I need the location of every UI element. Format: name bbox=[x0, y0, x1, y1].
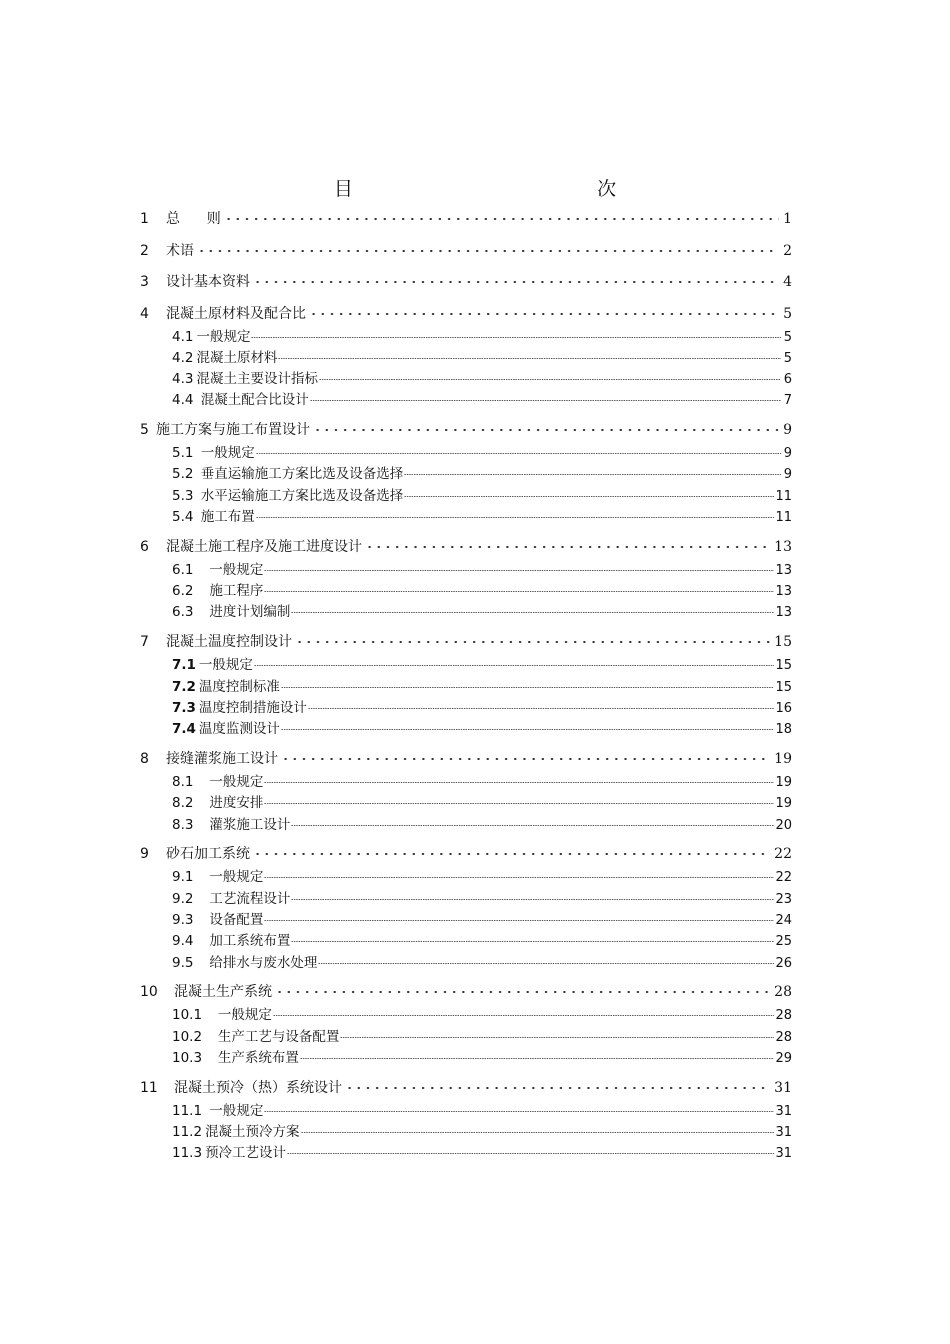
section-title: 一般规定 bbox=[198, 657, 253, 674]
dot-leader bbox=[404, 496, 774, 497]
section-title: 一般规定 bbox=[196, 561, 264, 578]
section-title: 进度安排 bbox=[196, 795, 264, 812]
dot-leader bbox=[301, 1132, 775, 1133]
section-page-number: 7 bbox=[783, 393, 792, 409]
section-page-number: 9 bbox=[783, 467, 792, 483]
section-number: 4.4 bbox=[172, 392, 194, 409]
chapter-number: 3 bbox=[140, 274, 149, 290]
chapter-number: 8 bbox=[140, 750, 149, 767]
toc-section-7.3[interactable] bbox=[140, 698, 792, 719]
toc-chapter-6[interactable] bbox=[140, 535, 792, 560]
dot-leader bbox=[281, 729, 775, 730]
toc-section-6.3[interactable] bbox=[140, 602, 792, 623]
chapter-page-number: 1 bbox=[783, 211, 792, 227]
section-page-number: 6 bbox=[783, 372, 792, 388]
section-number: 9.5 bbox=[172, 954, 194, 971]
toc-chapter-4[interactable] bbox=[140, 302, 792, 327]
section-number: 4.2 bbox=[172, 349, 194, 366]
section-title: 一般规定 bbox=[205, 1007, 272, 1024]
dot-leader bbox=[253, 281, 779, 283]
section-title: 温度控制措施设计 bbox=[198, 699, 307, 716]
section-title: 一般规定 bbox=[196, 445, 255, 462]
chapter-page-number: 22 bbox=[774, 846, 792, 863]
toc-section-7.2[interactable] bbox=[140, 677, 792, 698]
dot-leader bbox=[264, 782, 774, 783]
section-page-number: 25 bbox=[775, 934, 792, 950]
toc-section-9.1[interactable] bbox=[140, 867, 792, 888]
chapter-number: 6 bbox=[140, 538, 149, 555]
toc-section-4.2[interactable] bbox=[140, 348, 792, 369]
dot-leader bbox=[287, 1153, 774, 1154]
section-number: 9.2 bbox=[172, 890, 194, 907]
toc-section-11.2[interactable] bbox=[140, 1122, 792, 1143]
section-number: 8.1 bbox=[172, 773, 194, 790]
toc-section-9.3[interactable] bbox=[140, 910, 792, 931]
chapter-title: 混凝土温度控制设计 bbox=[166, 634, 292, 651]
chapter-title: 术语 bbox=[166, 242, 194, 259]
toc-chapter-5[interactable] bbox=[140, 418, 792, 443]
section-number: 10.3 bbox=[172, 1049, 203, 1066]
section-title: 温度监测设计 bbox=[198, 721, 280, 738]
section-number: 10.1 bbox=[172, 1007, 203, 1024]
section-page-number: 20 bbox=[775, 817, 792, 833]
section-number: 9.4 bbox=[172, 933, 194, 950]
section-page-number: 24 bbox=[775, 912, 792, 928]
toc-section-5.3[interactable] bbox=[140, 486, 792, 507]
toc-section-8.1[interactable] bbox=[140, 772, 792, 793]
section-page-number: 22 bbox=[775, 870, 792, 886]
section-title: 进度计划编制 bbox=[196, 604, 291, 621]
chapter-number: 2 bbox=[140, 242, 149, 259]
dot-leader bbox=[313, 429, 779, 431]
toc-section-4.3[interactable] bbox=[140, 369, 792, 390]
section-title: 一般规定 bbox=[196, 869, 264, 886]
dot-leader bbox=[273, 1015, 775, 1016]
chapter-title: 砂石加工系统 bbox=[166, 846, 250, 863]
chapter-page-number: 28 bbox=[774, 984, 792, 1001]
toc-section-10.1[interactable] bbox=[140, 1005, 792, 1026]
chapter-title: 接缝灌浆施工设计 bbox=[166, 750, 278, 767]
chapter-title: 混凝土原材料及配合比 bbox=[166, 305, 306, 322]
section-title: 工艺流程设计 bbox=[196, 890, 291, 907]
section-title: 一般规定 bbox=[205, 1102, 264, 1119]
toc-chapter-1[interactable] bbox=[140, 207, 792, 232]
chapter-number: 10 bbox=[140, 984, 158, 1001]
section-number: 4.3 bbox=[172, 371, 194, 388]
chapter-title: 混凝土生产系统 bbox=[174, 984, 272, 1001]
toc-chapter-11[interactable] bbox=[140, 1076, 792, 1101]
dot-leader bbox=[256, 453, 781, 454]
section-page-number: 31 bbox=[775, 1103, 792, 1119]
dot-leader bbox=[256, 517, 775, 518]
section-number: 11.2 bbox=[172, 1124, 203, 1141]
section-page-number: 5 bbox=[783, 329, 792, 345]
chapter-number: 1 bbox=[140, 211, 149, 227]
chapter-number: 5 bbox=[140, 422, 149, 439]
dot-leader bbox=[264, 1111, 774, 1112]
section-number: 5.1 bbox=[172, 445, 194, 462]
dot-leader bbox=[309, 313, 779, 315]
section-page-number: 13 bbox=[775, 605, 792, 621]
section-page-number: 28 bbox=[775, 1008, 792, 1024]
page-title: 目 次 bbox=[333, 178, 661, 200]
section-number: 9.1 bbox=[172, 869, 194, 886]
section-number: 6.2 bbox=[172, 583, 194, 600]
section-title: 设备配置 bbox=[196, 911, 264, 928]
section-number: 6.1 bbox=[172, 561, 194, 578]
section-number: 10.2 bbox=[172, 1028, 203, 1045]
chapter-title: 施工方案与施工布置设计 bbox=[156, 422, 310, 439]
dot-leader bbox=[365, 546, 771, 548]
section-title: 一般规定 bbox=[196, 773, 264, 790]
section-title: 生产工艺与设备配置 bbox=[205, 1028, 340, 1045]
section-number: 4.1 bbox=[172, 328, 194, 345]
dot-leader bbox=[291, 899, 774, 900]
section-title: 混凝土配合比设计 bbox=[196, 392, 309, 409]
chapter-title: 混凝土预冷（热）系统设计 bbox=[174, 1079, 342, 1096]
section-page-number: 13 bbox=[775, 584, 792, 600]
dot-leader bbox=[197, 250, 779, 252]
dot-leader bbox=[300, 1058, 775, 1059]
section-title: 生产系统布置 bbox=[205, 1049, 299, 1066]
toc-section-6.2[interactable] bbox=[140, 581, 792, 602]
section-number: 7.2 bbox=[172, 678, 196, 695]
toc-section-9.5[interactable] bbox=[140, 953, 792, 974]
section-page-number: 5 bbox=[783, 350, 792, 366]
chapter-page-number: 4 bbox=[783, 274, 792, 290]
toc-section-4.4[interactable] bbox=[140, 390, 792, 411]
toc-section-9.2[interactable] bbox=[140, 889, 792, 910]
dot-leader bbox=[404, 474, 781, 475]
dot-leader bbox=[264, 920, 774, 921]
section-number: 7.4 bbox=[172, 721, 196, 738]
toc-section-11.3[interactable] bbox=[140, 1143, 792, 1164]
section-number: 7.3 bbox=[172, 699, 196, 716]
section-page-number: 19 bbox=[775, 774, 792, 790]
dot-leader bbox=[253, 853, 771, 855]
section-title: 施工布置 bbox=[196, 509, 255, 526]
toc-chapter-3[interactable] bbox=[140, 270, 792, 295]
section-number: 8.3 bbox=[172, 816, 194, 833]
section-title: 一般规定 bbox=[196, 328, 251, 345]
section-title: 混凝土原材料 bbox=[196, 349, 278, 366]
dot-leader bbox=[224, 218, 779, 220]
toc-chapter-8[interactable] bbox=[140, 747, 792, 772]
section-title: 混凝土主要设计指标 bbox=[196, 371, 318, 388]
section-title: 混凝土预冷方案 bbox=[205, 1124, 300, 1141]
section-title: 水平运输施工方案比选及设备选择 bbox=[196, 487, 404, 504]
section-title: 给排水与废水处理 bbox=[196, 954, 318, 971]
section-number: 11.3 bbox=[172, 1145, 203, 1162]
section-page-number: 11 bbox=[775, 510, 792, 526]
toc-chapter-10[interactable] bbox=[140, 980, 792, 1005]
section-page-number: 31 bbox=[775, 1146, 792, 1162]
dot-leader bbox=[251, 337, 781, 338]
section-title: 灌浆施工设计 bbox=[196, 816, 291, 833]
dot-leader bbox=[275, 991, 771, 993]
dot-leader bbox=[295, 641, 771, 643]
section-number: 8.2 bbox=[172, 795, 194, 812]
toc-chapter-9[interactable] bbox=[140, 842, 792, 867]
section-title: 垂直运输施工方案比选及设备选择 bbox=[196, 466, 404, 483]
section-number: 5.2 bbox=[172, 466, 194, 483]
section-number: 5.4 bbox=[172, 509, 194, 526]
toc-section-10.3[interactable] bbox=[140, 1048, 792, 1069]
section-page-number: 11 bbox=[775, 488, 792, 504]
dot-leader bbox=[281, 758, 771, 760]
section-number: 6.3 bbox=[172, 604, 194, 621]
toc-section-7.1[interactable] bbox=[140, 655, 792, 676]
chapter-title: 总 则 bbox=[166, 211, 221, 227]
dot-leader bbox=[264, 877, 774, 878]
section-page-number: 18 bbox=[775, 722, 792, 738]
section-page-number: 28 bbox=[775, 1029, 792, 1045]
section-page-number: 26 bbox=[775, 955, 792, 971]
toc-section-5.1[interactable] bbox=[140, 443, 792, 464]
section-page-number: 29 bbox=[775, 1050, 792, 1066]
chapter-page-number: 2 bbox=[783, 242, 792, 259]
chapter-number: 4 bbox=[140, 305, 149, 322]
toc-section-6.1[interactable] bbox=[140, 560, 792, 581]
section-title: 加工系统布置 bbox=[196, 933, 291, 950]
table-of-contents bbox=[140, 207, 792, 1165]
toc-section-8.3[interactable] bbox=[140, 815, 792, 836]
section-page-number: 19 bbox=[775, 796, 792, 812]
section-title: 温度控制标准 bbox=[198, 678, 280, 695]
dot-leader bbox=[254, 665, 775, 666]
dot-leader bbox=[340, 1037, 774, 1038]
dot-leader bbox=[291, 612, 774, 613]
chapter-page-number: 9 bbox=[783, 422, 792, 439]
chapter-title: 混凝土施工程序及施工进度设计 bbox=[166, 538, 362, 555]
section-title: 预冷工艺设计 bbox=[205, 1145, 287, 1162]
toc-section-11.1[interactable] bbox=[140, 1101, 792, 1122]
toc-chapter-7[interactable] bbox=[140, 630, 792, 655]
toc-section-8.2[interactable] bbox=[140, 793, 792, 814]
dot-leader bbox=[318, 963, 774, 964]
chapter-page-number: 13 bbox=[774, 538, 792, 555]
section-page-number: 13 bbox=[775, 562, 792, 578]
chapter-number: 11 bbox=[140, 1079, 158, 1096]
chapter-page-number: 19 bbox=[774, 750, 792, 767]
dot-leader bbox=[310, 400, 781, 401]
section-page-number: 16 bbox=[775, 700, 792, 716]
section-page-number: 15 bbox=[775, 658, 792, 674]
dot-leader bbox=[291, 941, 774, 942]
section-page-number: 31 bbox=[775, 1125, 792, 1141]
chapter-page-number: 5 bbox=[783, 305, 792, 322]
section-page-number: 9 bbox=[783, 446, 792, 462]
dot-leader bbox=[278, 358, 781, 359]
dot-leader bbox=[281, 687, 775, 688]
dot-leader bbox=[264, 803, 774, 804]
dot-leader bbox=[319, 379, 781, 380]
toc-section-9.4[interactable] bbox=[140, 931, 792, 952]
toc-section-7.4[interactable] bbox=[140, 719, 792, 740]
dot-leader bbox=[264, 570, 774, 571]
section-page-number: 15 bbox=[775, 679, 792, 695]
section-title: 施工程序 bbox=[196, 583, 264, 600]
dot-leader bbox=[345, 1087, 771, 1089]
toc-section-4.1[interactable] bbox=[140, 327, 792, 348]
chapter-title: 设计基本资料 bbox=[166, 274, 250, 290]
chapter-number: 7 bbox=[140, 634, 149, 651]
section-number: 9.3 bbox=[172, 911, 194, 928]
toc-section-5.2[interactable] bbox=[140, 464, 792, 485]
dot-leader bbox=[291, 825, 774, 826]
toc-section-5.4[interactable] bbox=[140, 507, 792, 528]
chapter-number: 9 bbox=[140, 846, 149, 863]
dot-leader bbox=[264, 591, 774, 592]
chapter-page-number: 15 bbox=[774, 634, 792, 651]
toc-section-10.2[interactable] bbox=[140, 1027, 792, 1048]
section-number: 11.1 bbox=[172, 1102, 203, 1119]
toc-chapter-2[interactable] bbox=[140, 239, 792, 264]
chapter-page-number: 31 bbox=[774, 1079, 792, 1096]
dot-leader bbox=[308, 708, 775, 709]
section-number: 7.1 bbox=[172, 657, 196, 674]
section-number: 5.3 bbox=[172, 487, 194, 504]
section-page-number: 23 bbox=[775, 891, 792, 907]
